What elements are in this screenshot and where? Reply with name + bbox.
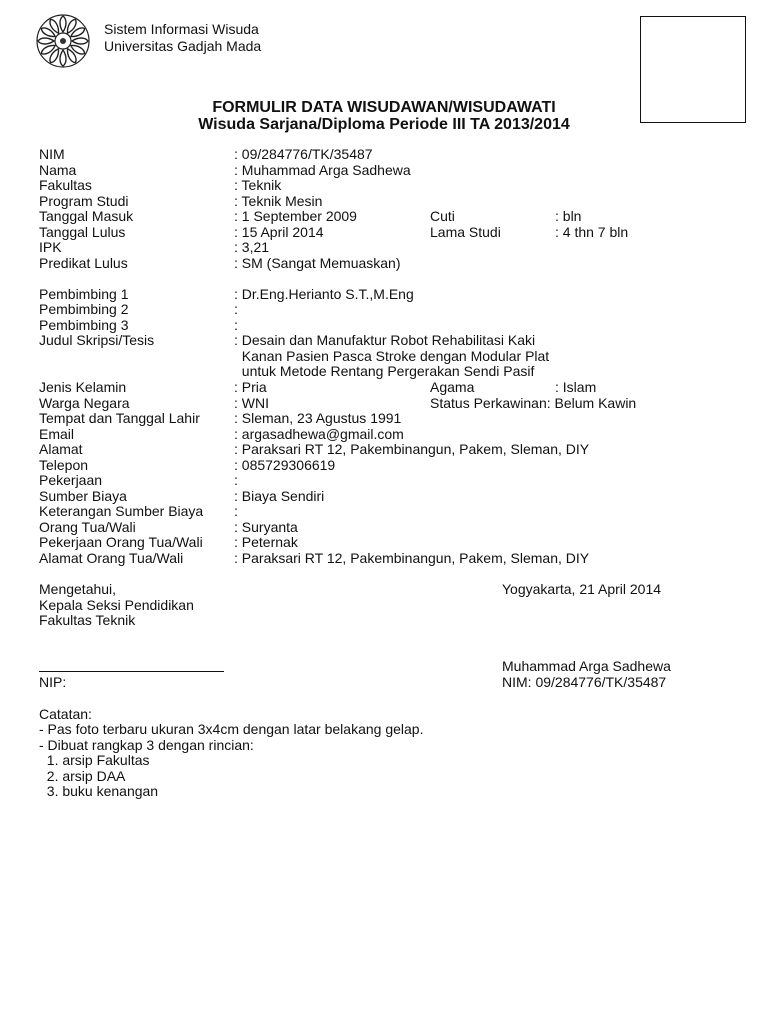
sign-left-line-2: Kepala Seksi Pendidikan	[39, 597, 194, 613]
sign-place-date: Yogyakarta, 21 April 2014	[502, 581, 662, 597]
sign-right-nim: NIM: 09/284776/TK/35487	[502, 674, 667, 690]
field-label-status-perkawinan: Status Perkawinan: Belum Kawin	[430, 395, 637, 411]
institution-line-2: Universitas Gadjah Mada	[104, 38, 262, 54]
field-value: Kanan Pasien Pasca Stroke dengan Modular Plat	[234, 348, 550, 364]
notes-item-2: 2. arsip DAA	[39, 768, 126, 784]
field-value-cuti: : bln	[555, 208, 582, 224]
field-label-lama-studi: Lama Studi	[430, 224, 501, 240]
field-value: : 09/284776/TK/35487	[234, 146, 373, 162]
field-value: : Pria	[234, 379, 267, 395]
field-value: : 3,21	[234, 239, 270, 255]
notes-item-3: 3. buku kenangan	[39, 783, 159, 799]
form-subtitle: Wisuda Sarjana/Diploma Periode III TA 2013/2014	[198, 116, 570, 133]
field-value: : Teknik Mesin	[234, 193, 323, 209]
field-label: NIM	[39, 146, 65, 162]
notes-heading: Catatan:	[39, 706, 92, 722]
field-label: Sumber Biaya	[39, 488, 127, 504]
sign-left-line-3: Fakultas Teknik	[39, 612, 136, 628]
field-value: : 1 September 2009	[234, 208, 357, 224]
field-label: Pembimbing 3	[39, 317, 129, 333]
sign-left-line-1: Mengetahui,	[39, 581, 117, 597]
field-label-agama: Agama	[430, 379, 475, 395]
field-value: : 15 April 2014	[234, 224, 324, 240]
field-value: :	[234, 317, 238, 333]
field-label-cuti: Cuti	[430, 208, 455, 224]
institution-line-1: Sistem Informasi Wisuda	[104, 21, 259, 37]
field-label: Pembimbing 1	[39, 286, 129, 302]
field-value-lama-studi: : 4 thn 7 bln	[555, 224, 629, 240]
field-value: : argasadhewa@gmail.com	[234, 426, 404, 442]
field-label: Predikat Lulus	[39, 255, 128, 271]
field-value: : Suryanta	[234, 519, 298, 535]
sign-left-nip: NIP:	[39, 674, 67, 690]
field-label: Judul Skripsi/Tesis	[39, 332, 155, 348]
field-label: Jenis Kelamin	[39, 379, 127, 395]
field-label: Tanggal Masuk	[39, 208, 134, 224]
field-value: : 085729306619	[234, 457, 336, 473]
field-value: : Sleman, 23 Agustus 1991	[234, 410, 402, 426]
field-value: : Muhammad Arga Sadhewa	[234, 162, 411, 178]
form-title: FORMULIR DATA WISUDAWAN/WISUDAWATI	[212, 99, 556, 116]
field-label: Email	[39, 426, 75, 442]
field-label: Nama	[39, 162, 77, 178]
field-label: Telepon	[39, 457, 89, 473]
signature-line	[39, 671, 224, 672]
field-label: IPK	[39, 239, 62, 255]
field-value: :	[234, 472, 238, 488]
field-label: Keterangan Sumber Biaya	[39, 503, 204, 519]
field-label: Tanggal Lulus	[39, 224, 126, 240]
field-label: Tempat dan Tanggal Lahir	[39, 410, 200, 426]
notes-item-1: 1. arsip Fakultas	[39, 752, 150, 768]
notes-line-1: - Pas foto terbaru ukuran 3x4cm dengan latar belakang gelap.	[39, 721, 424, 737]
ugm-seal-icon	[35, 13, 91, 69]
field-value: :	[234, 503, 238, 519]
field-value-agama: : Islam	[555, 379, 597, 395]
field-value: untuk Metode Rentang Pergerakan Sendi Pasif	[234, 363, 535, 379]
field-label: Program Studi	[39, 193, 129, 209]
field-label: Orang Tua/Wali	[39, 519, 136, 535]
sign-right-name: Muhammad Arga Sadhewa	[502, 658, 671, 674]
field-value: : Desain dan Manufaktur Robot Rehabilitasi Kaki	[234, 332, 536, 348]
field-value: : Paraksari RT 12, Pakembinangun, Pakem, Sleman, DIY	[234, 441, 590, 457]
field-label: Alamat	[39, 441, 83, 457]
field-label: Pekerjaan Orang Tua/Wali	[39, 534, 203, 550]
field-label: Pembimbing 2	[39, 301, 129, 317]
field-label: Pekerjaan	[39, 472, 103, 488]
field-value: : Teknik	[234, 177, 282, 193]
field-value: : Peternak	[234, 534, 298, 550]
field-value: : SM (Sangat Memuaskan)	[234, 255, 401, 271]
field-label: Warga Negara	[39, 395, 130, 411]
field-value: :	[234, 301, 238, 317]
institution-name	[104, 21, 261, 55]
field-value: : Paraksari RT 12, Pakembinangun, Pakem, Sleman, DIY	[234, 550, 590, 566]
field-label: Fakultas	[39, 177, 92, 193]
field-value: : Dr.Eng.Herianto S.T.,M.Eng	[234, 286, 414, 302]
field-value: : WNI	[234, 395, 269, 411]
notes-line-2: - Dibuat rangkap 3 dengan rincian:	[39, 737, 254, 753]
field-value: : Biaya Sendiri	[234, 488, 325, 504]
field-label: Alamat Orang Tua/Wali	[39, 550, 184, 566]
